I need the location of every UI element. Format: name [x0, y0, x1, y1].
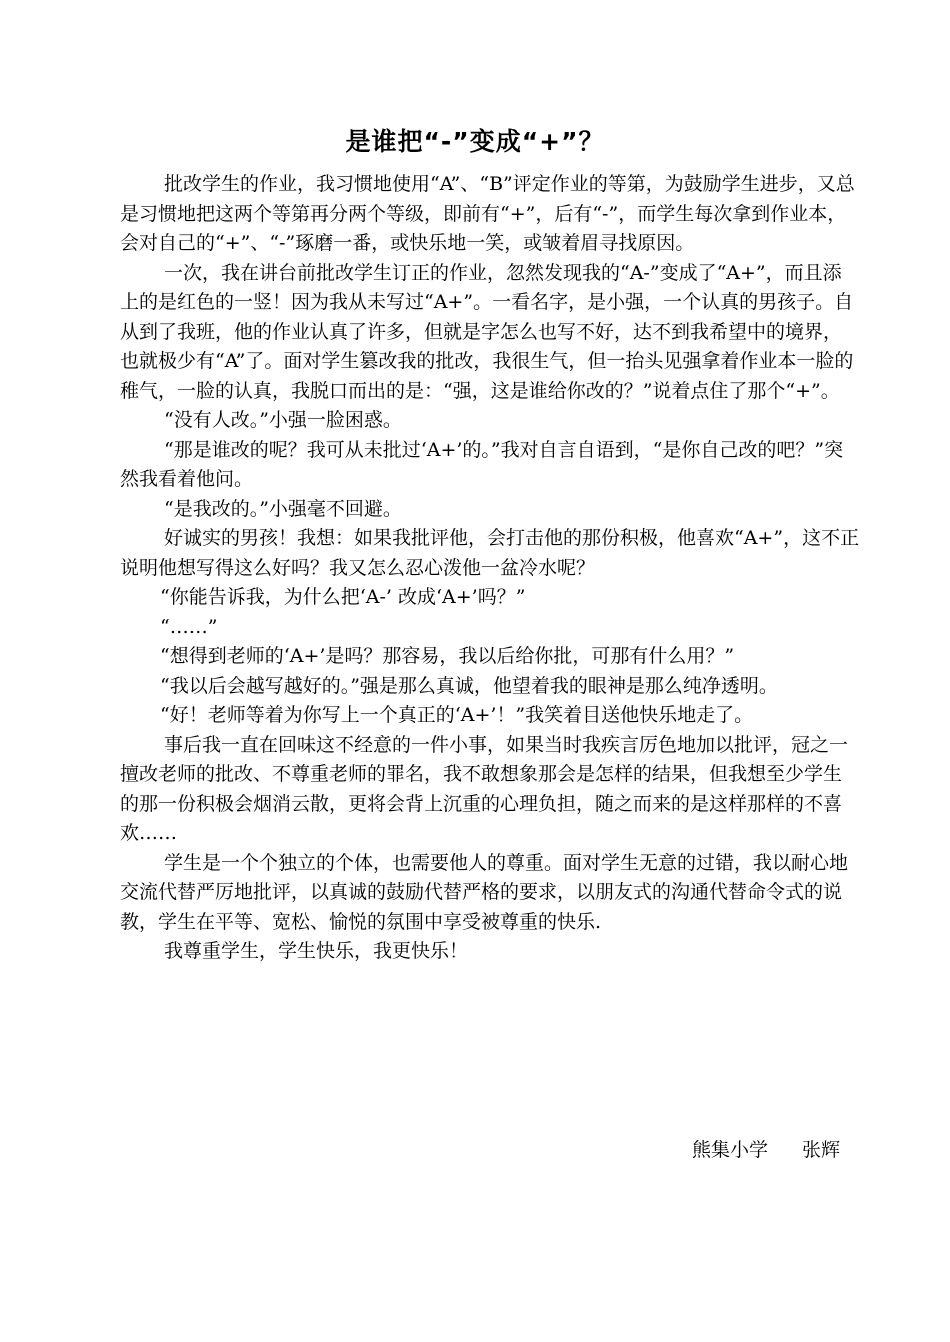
paragraph: “没有人改。”小强一脸困惑。 — [164, 409, 402, 431]
paragraph: 批改学生的作业，我习惯地使用“A”、“B”评定作业的等第，为鼓励学生进步，又总是习惯地把这两个等第再分两个等级，即前有“+”，后有“-”，而学生每次拿到作业本，会对自己的“+”、“-”琢磨一番，或快乐地一笑，或皱着眉寻找原因。 — [120, 173, 855, 254]
paragraph: 学生是一个个独立的个体，也需要他人的尊重。面对学生无意的过错，我以耐心地交流代替严厉地批评，以真诚的鼓励代替严格的要求，以朋友式的沟通代替命令式的说教，学生在平等、宽松、愉悦的氛围中享受被尊重的快乐. — [120, 851, 849, 933]
signature — [560, 1135, 840, 1165]
document-body — [120, 170, 860, 967]
paragraph: “是我改的。”小强毫不回避。 — [164, 497, 402, 520]
paragraph: “你能告诉我，为什么把‘A-’ 改成‘A+’吗？” — [160, 586, 526, 608]
paragraph: “好！老师等着为你写上一个真正的‘A+’！”我笑着目送他快乐地走了。 — [160, 704, 754, 726]
paragraph: “我以后会越写越好的。”强是那么真诚，他望着我的眼神是那么纯净透明。 — [160, 674, 778, 697]
paragraph: “想得到老师的‘A+’是吗？那容易，我以后给你批，可那有什么用？” — [160, 645, 735, 667]
paragraph: 我尊重学生，学生快乐，我更快乐！ — [164, 940, 469, 962]
paragraph: 事后我一直在回味这不经意的一件小事，如果当时我疾言厉色地加以批评，冠之一擅改老师的批改、不尊重老师的罪名，我不敢想象那会是怎样的结果，但我想至少学生的那一份积极会烟消云散，更将会背上沉重的心理负担，随之而来的是这样那样的不喜欢…… — [120, 733, 849, 844]
author-name: 张辉 — [801, 1139, 840, 1161]
paragraph: 好诚实的男孩！我想：如果我批评他，会打击他的那份积极，他喜欢“A+”，这不正说明他想写得这么好吗？我又怎么忍心泼他一盆冷水呢？ — [120, 527, 860, 579]
paragraph: 一次，我在讲台前批改学生订正的作业，忽然发现我的“A-”变成了“A+”，而且添上的是红色的一竖！因为我从未写过“A+”。一看名字，是小强，一个认真的男孩子。自从到了我班，他的作业认真了许多，但就是字怎么也写不好，达不到我希望中的境界，也就极少有“A”了。面对学生篡改我的批改，我很生气，但一抬头见强拿着作业本一脸的稚气，一脸的认真，我脱口而出的是：“强，这是谁给你改的？”说着点住了那个“+”。 — [120, 261, 854, 402]
school-name: 熊集小学 — [691, 1139, 768, 1161]
paragraph: “那是谁改的呢？我可从未批过‘A+’的。”我对自言自语到，“是你自己改的吧？”突然我看着他问。 — [120, 438, 844, 490]
document-title: 是谁把“-”变成“+”？ — [345, 127, 605, 156]
paragraph: “……” — [160, 615, 218, 638]
